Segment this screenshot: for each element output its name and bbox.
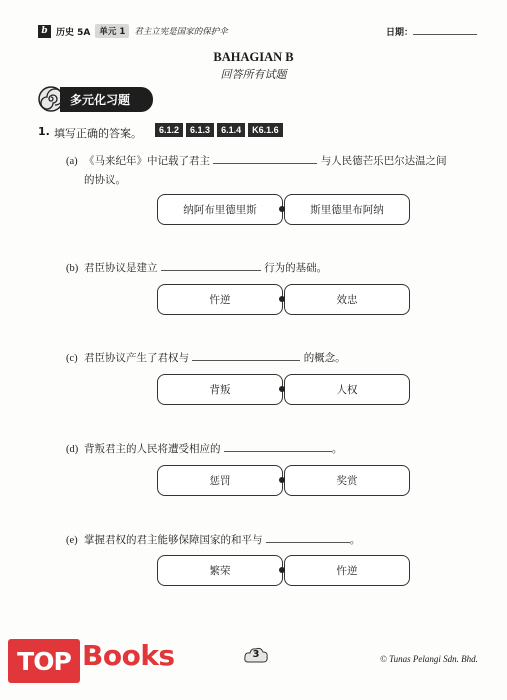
- unit-title: 君主立宪是国家的保护伞: [134, 27, 228, 37]
- standard-code: 6.1.4: [217, 123, 245, 137]
- date-field[interactable]: [413, 34, 477, 35]
- header: [38, 22, 228, 40]
- standard-code: 6.1.3: [186, 123, 214, 137]
- option-box[interactable]: 纳阿布里德里斯: [157, 194, 283, 225]
- part-e-text-post: 。: [349, 534, 361, 546]
- part-label: (d): [66, 444, 79, 455]
- part-a-blank[interactable]: [213, 152, 317, 164]
- part-e: [66, 531, 486, 550]
- part-e-options: [157, 555, 410, 586]
- unit-tag: 单元 1: [95, 24, 129, 38]
- part-b-blank[interactable]: [161, 259, 261, 271]
- part-label: (a): [66, 156, 78, 167]
- publisher-logo-icon: b: [38, 25, 51, 38]
- part-c-text-pre: 君臣协议产生了君权与: [84, 352, 189, 364]
- standard-code: K6.1.6: [248, 123, 283, 137]
- part-d: [66, 440, 466, 459]
- watermark-books: Books: [82, 639, 175, 672]
- standard-code: 6.1.2: [155, 123, 183, 137]
- option-box[interactable]: 人权: [284, 374, 410, 405]
- option-box[interactable]: 忤逆: [284, 555, 410, 586]
- part-a-text-line2: 的协议。: [84, 174, 126, 186]
- exercise-banner: 多元化习题: [60, 87, 153, 112]
- part-a-text-pre: 《马来纪年》中记载了君主: [84, 155, 210, 167]
- option-box[interactable]: 效忠: [284, 284, 410, 315]
- page-number: 3: [252, 649, 260, 660]
- option-box[interactable]: 忤逆: [157, 284, 283, 315]
- part-d-text-pre: 背叛君主的人民将遭受相应的: [84, 443, 221, 455]
- option-box[interactable]: 惩罚: [157, 465, 283, 496]
- subject-label: 历史 5A: [56, 27, 91, 38]
- question-number: 1.: [38, 125, 50, 138]
- part-b: [66, 259, 466, 278]
- part-b-options: [157, 284, 410, 315]
- part-label: (c): [66, 353, 78, 364]
- standard-codes: [155, 123, 283, 137]
- part-c-blank[interactable]: [192, 349, 300, 361]
- part-label: (b): [66, 263, 79, 274]
- option-box[interactable]: 繁荣: [157, 555, 283, 586]
- part-d-blank[interactable]: [224, 440, 332, 452]
- part-d-options: [157, 465, 410, 496]
- part-a: [66, 152, 466, 190]
- part-a-text-post: 与人民德芒乐巴尔达温之间: [320, 155, 447, 167]
- option-box[interactable]: 奖赏: [284, 465, 410, 496]
- part-b-text-pre: 君臣协议是建立: [84, 262, 158, 274]
- section-title: BAHAGIAN B: [213, 50, 294, 64]
- part-c: [66, 349, 466, 368]
- option-box[interactable]: 斯里德里布阿纳: [284, 194, 410, 225]
- section-subtitle: 回答所有试题: [220, 68, 287, 81]
- part-e-blank[interactable]: [266, 531, 350, 543]
- watermark-top: TOP: [8, 639, 80, 683]
- date-label: 日期：: [386, 28, 414, 38]
- part-c-options: [157, 374, 410, 405]
- part-d-text-post: 。: [331, 443, 343, 455]
- part-label: (e): [66, 535, 78, 546]
- copyright: © Tunas Pelangi Sdn. Bhd.: [380, 654, 478, 664]
- question-text: 填写正确的答案。: [54, 127, 142, 140]
- part-c-text-post: 的概念。: [303, 352, 346, 364]
- part-a-options: [157, 194, 410, 225]
- part-b-text-post: 行为的基础。: [264, 262, 328, 274]
- part-e-text-pre: 掌握君权的君主能够保障国家的和平与: [84, 534, 263, 546]
- option-box[interactable]: 背叛: [157, 374, 283, 405]
